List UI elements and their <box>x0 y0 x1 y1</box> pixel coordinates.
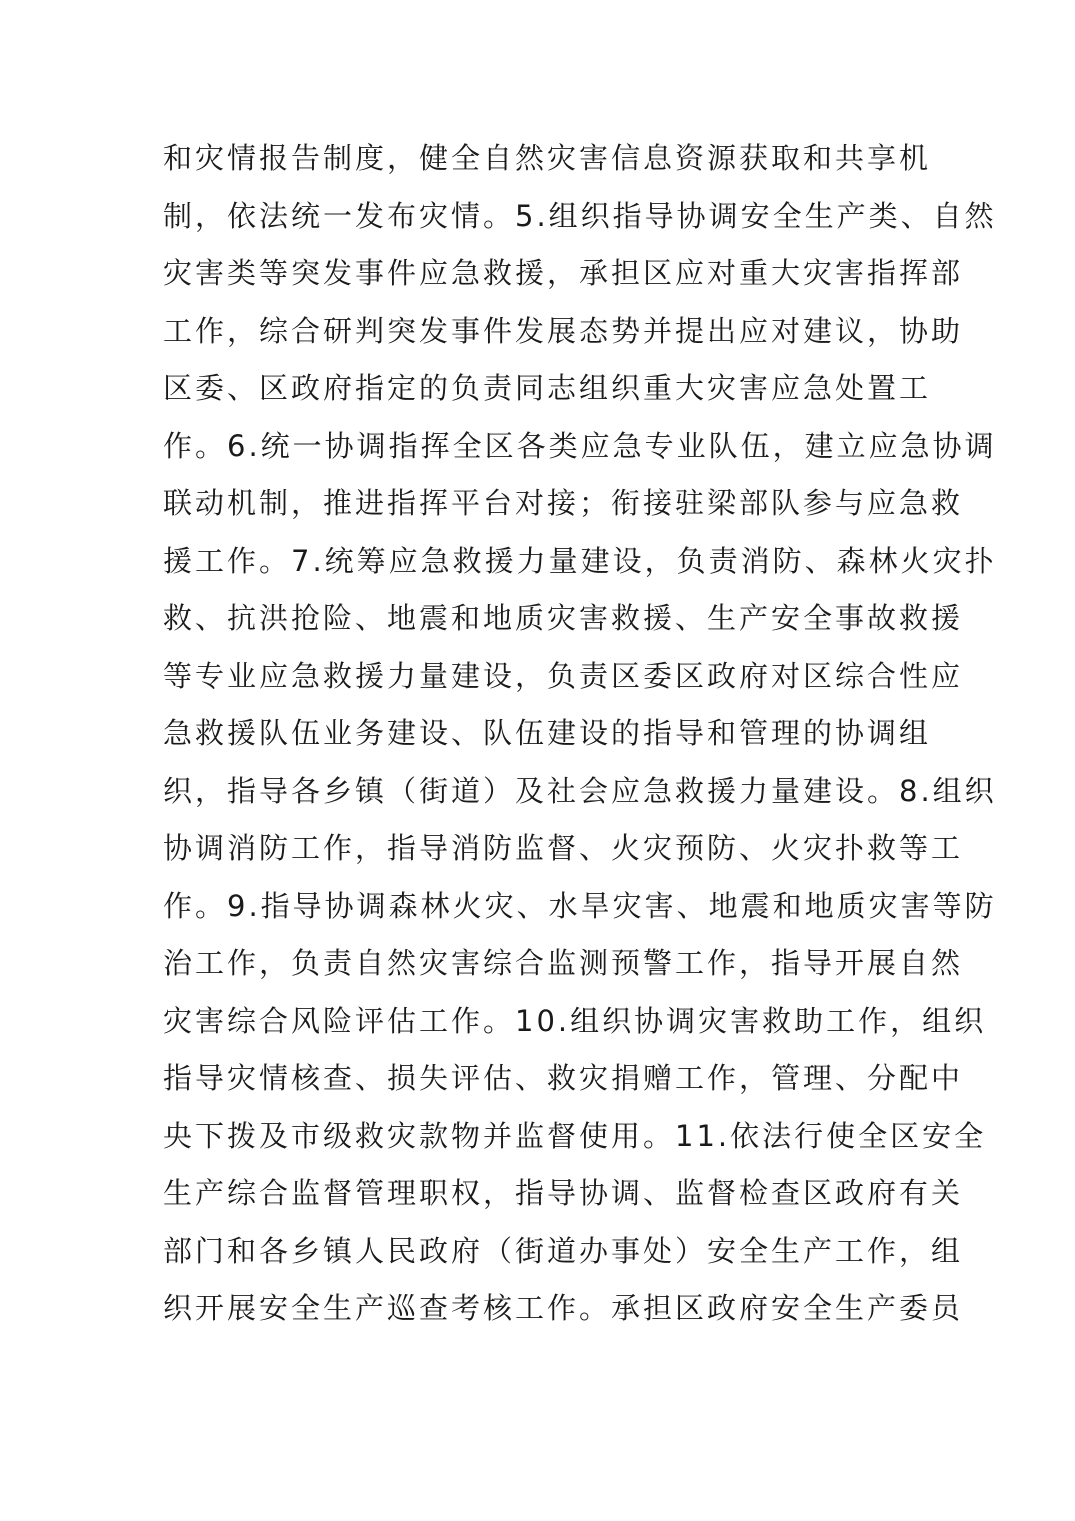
text-line: 急救援队伍业务建设、队伍建设的指导和管理的协调组 <box>163 716 932 750</box>
text-line: 部门和各乡镇人民政府（街道办事处）安全生产工作，组 <box>163 1233 964 1268</box>
text-line: 生产综合监督管理职权，指导协调、监督检查区政府有关 <box>163 1176 964 1210</box>
text-line: 援工作。7.统筹应急救援力量建设，负责消防、森林火灾扑 <box>163 543 997 578</box>
text-line: 作。9.指导协调森林火灾、水旱灾害、地震和地质灾害等防 <box>163 888 997 923</box>
text-line: 灾害类等突发事件应急救援，承担区应对重大灾害指挥部 <box>163 256 964 290</box>
text-line: 织，指导各乡镇（街道）及社会应急救援力量建设。8.组织 <box>163 773 997 808</box>
text-line: 联动机制，推进指挥平台对接；衔接驻梁部队参与应急救 <box>163 486 964 520</box>
text-line: 作。6.统一协调指挥全区各类应急专业队伍，建立应急协调 <box>163 428 997 463</box>
text-line: 织开展安全生产巡查考核工作。承担区政府安全生产委员 <box>163 1291 964 1325</box>
text-line: 工作，综合研判突发事件发展态势并提出应对建议，协助 <box>163 313 964 348</box>
text-line: 和灾情报告制度，健全自然灾害信息资源获取和共享机 <box>163 141 932 175</box>
text-line: 区委、区政府指定的负责同志组织重大灾害应急处置工 <box>163 371 932 405</box>
text-line: 等专业应急救援力量建设，负责区委区政府对区综合性应 <box>163 658 964 693</box>
text-line: 指导灾情核查、损失评估、救灾捐赠工作，管理、分配中 <box>163 1061 964 1095</box>
text-line: 制，依法统一发布灾情。5.组织指导协调安全生产类、自然 <box>163 198 997 233</box>
text-line: 协调消防工作，指导消防监督、火灾预防、火灾扑救等工 <box>163 831 964 865</box>
text-line: 治工作，负责自然灾害综合监测预警工作，指导开展自然 <box>163 946 964 980</box>
text-line: 央下拨及市级救灾款物并监督使用。11.依法行使全区安全 <box>163 1118 987 1153</box>
text-line: 救、抗洪抢险、地震和地质灾害救援、生产安全事故救援 <box>163 601 964 635</box>
body-text <box>163 130 997 1338</box>
text-line: 灾害综合风险评估工作。10.组织协调灾害救助工作，组织 <box>163 1003 987 1038</box>
